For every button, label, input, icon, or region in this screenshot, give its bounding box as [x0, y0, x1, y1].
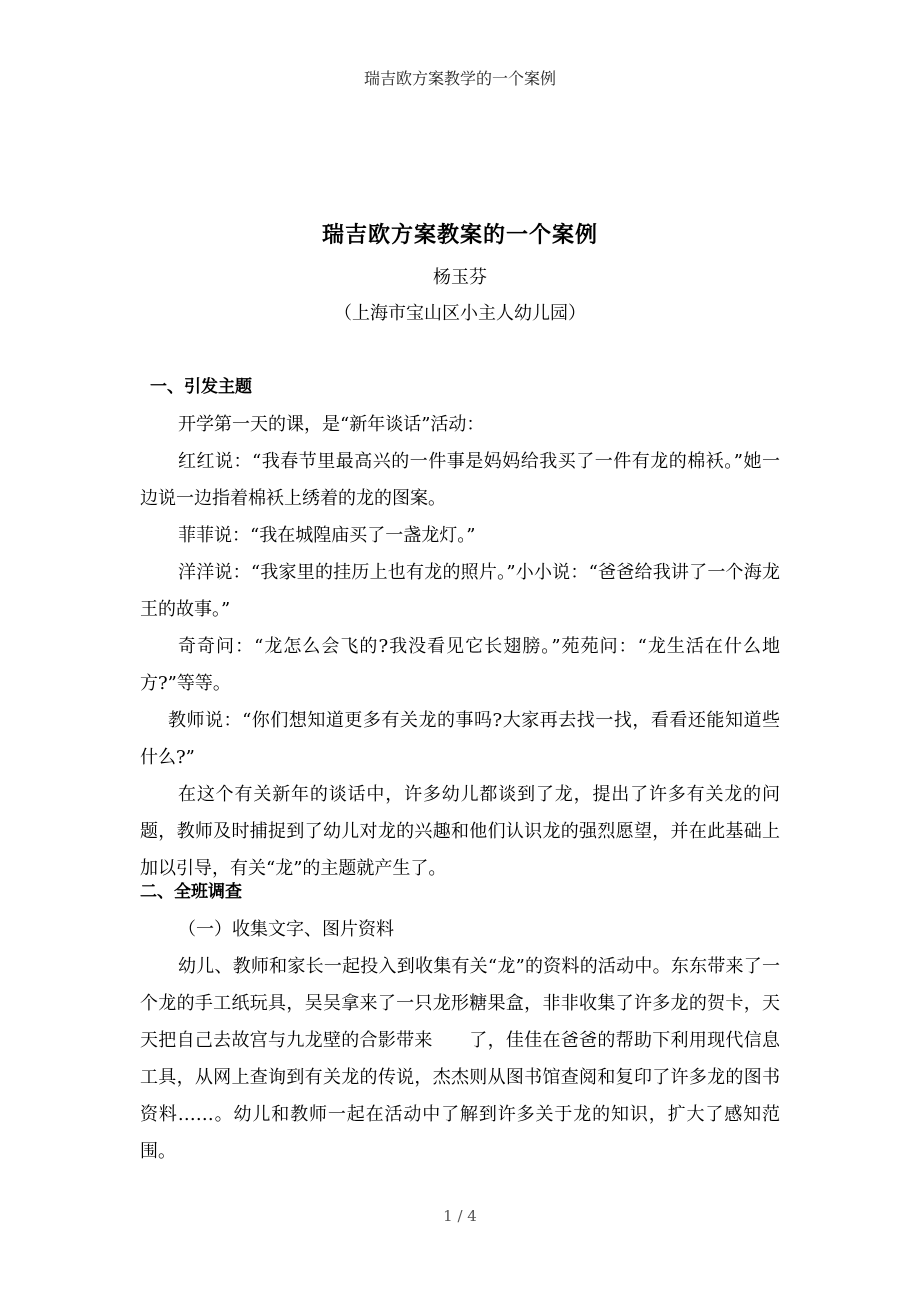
paragraph: 开学第一天的课，是“新年谈话”活动： [178, 414, 485, 435]
paragraph: 幼儿、教师和家长一起投入到收集有关“龙”的资料的活动中。东东带来了一个龙的手工纸玩具，吴吴拿来了一只龙形糖果盒，非非收集了许多龙的贺卡，天天把自己去故宫与九龙壁的合影带来 了，佳佳在爸爸的帮助下利用现代信息工具，从网上查询到有关龙的传说，杰杰则从图书馆查阅和复印了许多龙的图书资料……。幼儿和教师一起在活动中了解到许多关于龙的知识，扩大了感知范围。 [140, 956, 780, 1162]
section-2-subheading: （一）收集文字、图片资料 [178, 919, 394, 940]
section-2 [140, 874, 780, 1170]
paragraph: 洋洋说：“我家里的挂历上也有龙的照片。”小小说：“爸爸给我讲了一个海龙王的故事。” [140, 562, 780, 620]
paragraph: 奇奇问：“龙怎么会飞的?我没看见它长翅膀。”苑苑问：“龙生活在什么地方?”等等。 [140, 636, 780, 694]
paragraph: 教师说：“你们想知道更多有关龙的事吗?大家再去找一找，看看还能知道些什么?” [140, 710, 780, 768]
running-header: 瑞吉欧方案教学的一个案例 [363, 69, 556, 88]
section-1 [140, 369, 780, 887]
paragraph: 在这个有关新年的谈话中，许多幼儿都谈到了龙，提出了许多有关龙的问题，教师及时捕捉到了幼儿对龙的兴趣和他们认识龙的强烈愿望，并在此基础上加以引导，有关“龙”的主题就产生了。 [140, 784, 780, 879]
paragraph: 红红说：“我春节里最高兴的一件事是妈妈给我买了一件有龙的棉袄。”她一边说一边指着棉袄上绣着的龙的图案。 [140, 451, 780, 509]
document-affiliation: （上海市宝山区小主人幼儿园） [334, 303, 586, 324]
section-1-heading: 一、引发主题 [150, 377, 252, 397]
page-number: 1 / 4 [443, 1207, 477, 1225]
document-title: 瑞吉欧方案教案的一个案例 [321, 222, 598, 248]
paragraph: 菲菲说：“我在城隍庙买了一盏龙灯。” [178, 525, 476, 546]
section-2-heading: 二、全班调查 [140, 882, 242, 902]
document-author: 杨玉芬 [433, 267, 487, 288]
